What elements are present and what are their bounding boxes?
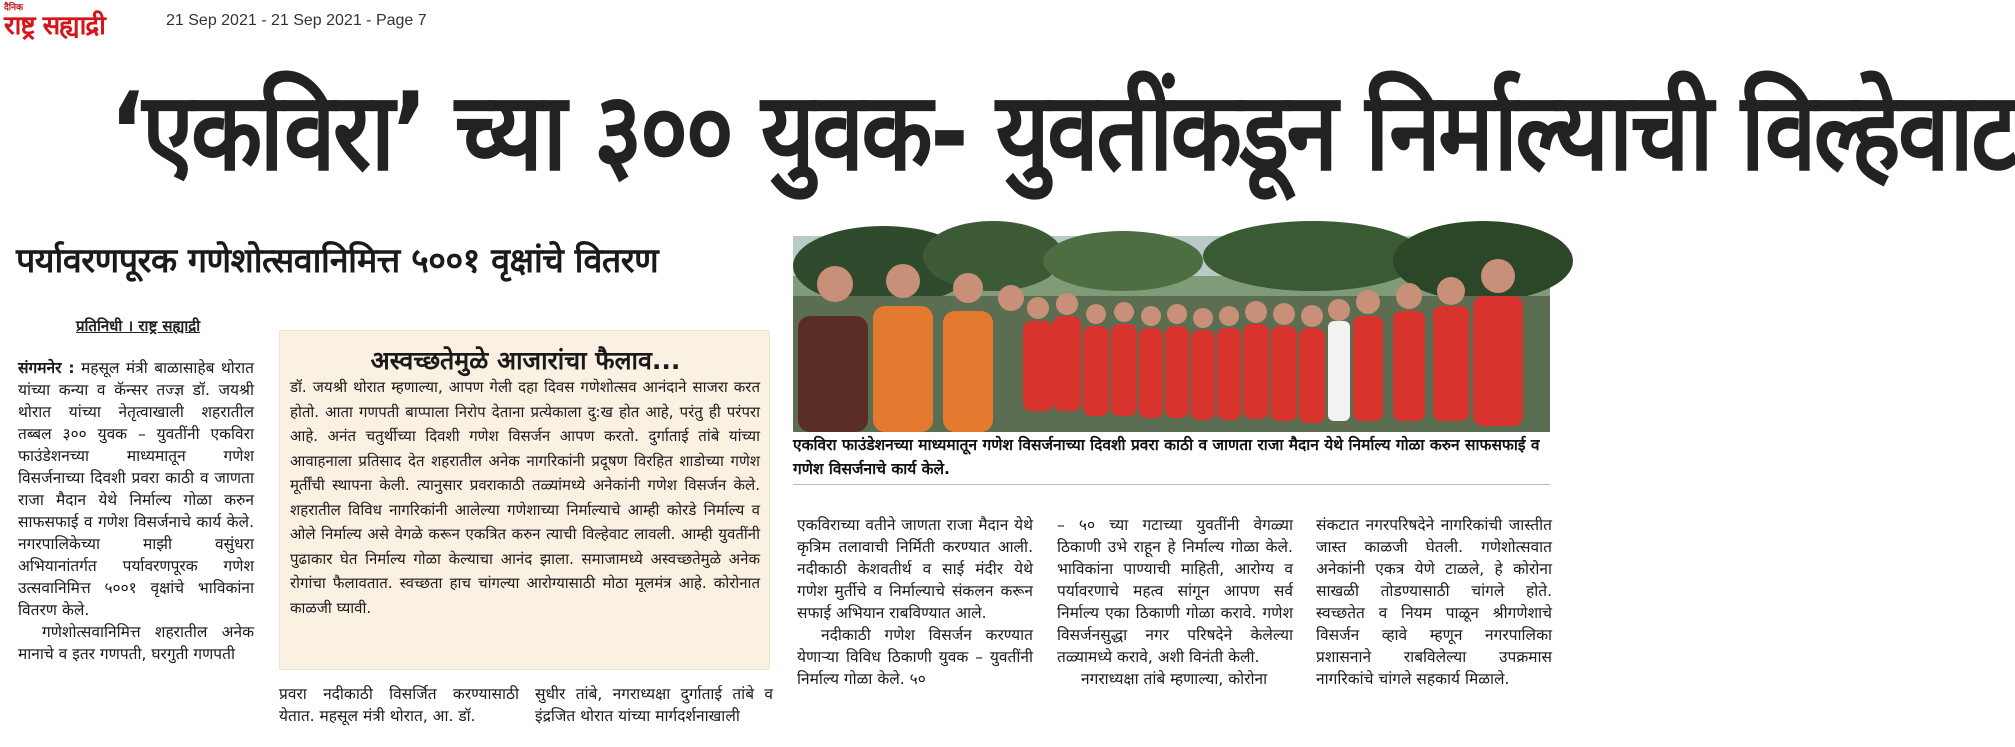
sidebar-body: डॉ. जयश्री थोरात म्हणाल्या, आपण गेली दहा दिवस गणेशोत्सव आनंदाने साजरा करत होतो. आता गणपती बाप्पाला निरोप देताना प्रत्येकाला दु:ख होत आहे, परंतु ही परंपरा आहे. अनंत चतुर्थीच्या दिवशी गणेश विसर्जन आपण करतो. दुर्गाताई तांबे यांच्या आवाहनाला प्रतिसाद देत शहरातील अनेक नागरिकांनी प्रदूषण विरहित शाडोच्या गणेश मूर्तींची स्थापना केली. त्यानुसार प्रवराकाठी तळ्यांमध्ये अनेकांनी गणेश विसर्जन केले. शहरातील विविध नागरिकांनी आलेल्या गणेशाच्या निर्माल्याचे आम्ही कोरडे निर्माल्य व ओले निर्माल्य असे वेगळे करून एकत्रित करुन त्याची विल्हेवाट लावली. आम्ही युवतींनी पुढाकार घेत निर्माल्य गोळा केल्याचा आनंद झाला. समाजामध्ये अस्वच्छतेमुळे अनेक रोगांचा फैलावतात. स्वच्छता हाच चांगल्या आरोग्यासाठी मोठा मूलमंत्र आहे. कोरोनात काळजी घ्यावी.	[290, 378, 760, 617]
paragraph: नगराध्यक्षा तांबे म्हणाल्या, कोरोना	[1081, 670, 1268, 688]
article-column-2: प्रवरा नदीकाठी विसर्जित करण्यासाठी येतात. महसूल मंत्री थोरात, आ. डॉ.	[279, 685, 519, 725]
group-photo-illustration	[793, 236, 1550, 432]
sidebar-box	[279, 330, 770, 670]
article-column-4	[797, 514, 1033, 690]
sidebar-title: अस्वच्छतेमुळे आजारांचा फैलाव...	[370, 346, 681, 375]
subheadline: पर्यावरणपूरक गणेशोत्सवानिमित्त ५००१ वृक्षांचे वितरण	[16, 241, 659, 281]
paragraph	[18, 357, 254, 621]
paragraph: एकविराच्या वतीने जाणता राजा मैदान येथे कृत्रिम तलावाची निर्मिती करण्यात आली. नदीकाठी केशवतीर्थ व साई मंदीर येथे गणेश मुर्तीचे व निर्माल्याचे संकलन करून सफाई अभियान राबविण्यात आले.	[797, 516, 1033, 622]
dateline: संगमनेर :	[18, 359, 75, 377]
headline: ‘एकविरा’ च्या ३०० युवक- युवतींकडून निर्माल्याची विल्हेवाट	[109, 70, 2015, 195]
group-photo	[793, 236, 1550, 432]
byline: प्रतिनिधी । राष्ट्र सह्याद्री	[76, 317, 201, 335]
top-bar	[0, 0, 1565, 44]
article-column-3: सुधीर तांबे, नगराध्यक्षा दुर्गाताई तांबे व इंद्रजित थोरात यांच्या मार्गदर्शनाखाली	[535, 685, 773, 725]
masthead-logo: राष्ट्र सह्याद्री	[4, 11, 105, 41]
paragraph: गणेशोत्सवानिमित्त शहरातील अनेक मानाचे व इतर गणपती, घरगुती गणपती	[18, 623, 254, 663]
paragraph-text: महसूल मंत्री बाळासाहेब थोरात यांच्या कन्या व कॅन्सर तज्ज्ञ डॉ. जयश्री थोरात यांच्या नेतृत्वाखाली शहरातील तब्बल ३०० युवक – युवतींनी एकविरा फाउंडेशनच्या माध्यमातून गणेश विसर्जनाच्या दिवशी प्रवरा काठी व जाणता राजा मैदान येथे निर्माल्य गोळा करुन साफसफाई व गणेश विसर्जनाचे कार्य केले. नगरपालिकेच्या माझी वसुंधरा अभियानांतर्गत पर्यावरणपूरक गणेश उत्सवानिमित्त ५००१ वृक्षांचे भाविकांना वितरण केले.	[18, 359, 254, 619]
paragraph: – ५० च्या गटाच्या युवतींनी वेगळ्या ठिकाणी उभे राहून हे निर्माल्य गोळा केले. भाविकांना पाण्याची माहिती, आरोग्य व पर्यावरणाचे महत्व सांगून आपण सर्व निर्माल्य एका ठिकाणी गोळा करावे. गणेश विसर्जनसुद्धा नगर परिषदेने केलेल्या तळ्यामध्ये करावे, अशी विनंती केली.	[1057, 516, 1293, 666]
article-column-6: संकटात नगरपरिषदेने नागरिकांची जास्तीत जास्त काळजी घेतली. गणेशोत्सवात अनेकांनी एकत्र येणे टाळले, हे कोरोना साखळी तोडण्यासाठी चांगले होते. स्वच्छतेत व नियम पाळून श्रीगणेशाचे विसर्जन व्हावे म्हणून नगरपालिका प्रशासनाने राबविलेल्या उपक्रमास नागरिकांचे चांगले सहकार्य मिळाले.	[1316, 516, 1552, 688]
divider	[793, 484, 1550, 485]
article-column-5	[1057, 514, 1293, 690]
masthead-tag: दैनिक	[4, 3, 24, 13]
paragraph: नदीकाठी गणेश विसर्जन करण्यात येणाऱ्या विविध ठिकाणी युवक – युवतींनी निर्माल्य गोळा केले. ५०	[797, 626, 1033, 688]
photo-caption: एकविरा फाउंडेशनच्या माध्यमातून गणेश विसर्जनाच्या दिवशी प्रवरा काठी व जाणता राजा मैदान येथे निर्माल्य गोळा करुन साफसफाई व गणेश विसर्जनाचे कार्य केले.	[793, 436, 1540, 478]
article-column-1	[18, 357, 254, 665]
edition-info: 21 Sep 2021 - 21 Sep 2021 - Page 7	[166, 12, 427, 29]
